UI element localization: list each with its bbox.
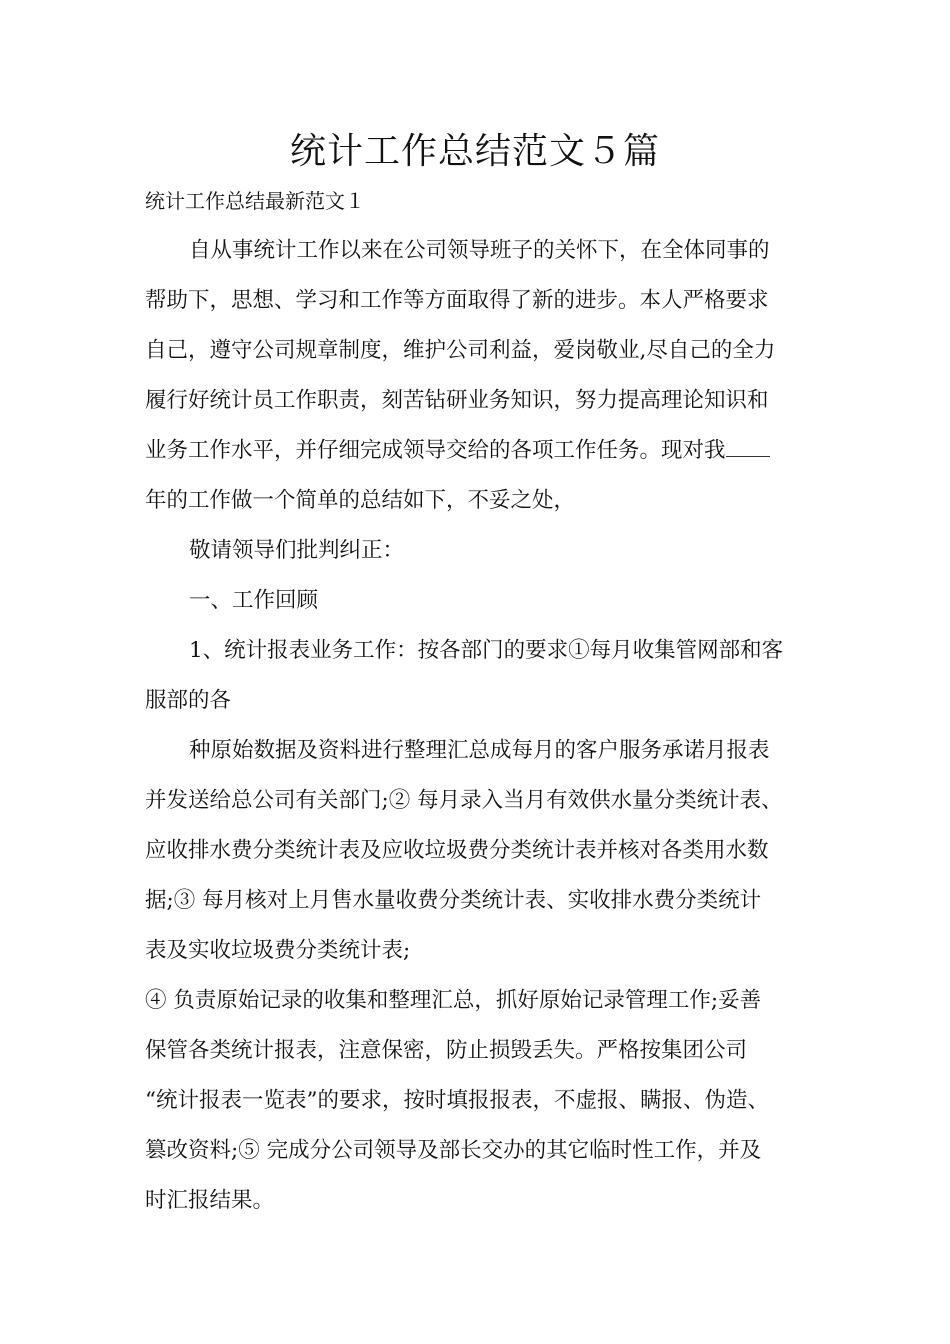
text-line-with-blank (145, 426, 810, 476)
text-line: ④ 负责原始记录的收集和整理汇总，抓好原始记录管理工作;妥善 (145, 988, 762, 1013)
paragraph-intro (145, 226, 810, 526)
heading-line: 一、工作回顾 (189, 588, 319, 613)
text-line: 自己，遵守公司规章制度，维护公司利益，爱岗敬业,尽自己的全力 (145, 338, 776, 363)
text-line: 表及实收垃圾费分类统计表; (145, 938, 411, 963)
text-line: 应收排水费分类统计表及应收垃圾费分类统计表并核对各类用水数 (145, 838, 769, 863)
text-segment: 业务工作水平，并仔细完成领导交给的各项工作任务。现对我 (145, 438, 726, 463)
text-line: 并发送给总公司有关部门;② 每月录入当月有效供水量分类统计表、 (145, 788, 783, 813)
paragraph-request (145, 526, 810, 576)
text-line: 服部的各 (145, 688, 232, 713)
text-line: 帮助下，思想、学习和工作等方面取得了新的进步。本人严格要求 (145, 288, 769, 313)
text-line: 敬请领导们批判纠正： (189, 538, 405, 563)
paragraph-item-1-detail (145, 726, 810, 1226)
text-line: 1、统计报表业务工作：按各部门的要求①每月收集管网部和客 (189, 638, 784, 663)
fill-in-blank (726, 432, 770, 457)
text-line: 据;③ 每月核对上月售水量收费分类统计表、实收排水费分类统计 (145, 888, 762, 913)
text-line: 篡改资料;⑤ 完成分公司领导及部长交办的其它临时性工作，并及 (145, 1138, 762, 1163)
text-line: “统计报表一览表”的要求，按时填报报表，不虚报、瞒报、伪造、 (145, 1088, 769, 1113)
paragraph-item-1 (145, 626, 810, 726)
document-subtitle: 统计工作总结最新范文１ (145, 189, 365, 213)
text-line: 种原始数据及资料进行整理汇总成每月的客户服务承诺月报表 (189, 738, 770, 763)
text-line: 年的工作做一个简单的总结如下，不妥之处， (145, 488, 576, 513)
text-line: 自从事统计工作以来在公司领导班子的关怀下，在全体同事的 (189, 238, 770, 263)
text-line: 履行好统计员工作职责，刻苦钻研业务知识，努力提高理论知识和 (145, 388, 769, 413)
document-title: 统计工作总结范文５篇 (289, 131, 660, 172)
text-line: 时汇报结果。 (145, 1188, 275, 1213)
text-line: 保管各类统计报表，注意保密，防止损毁丢失。严格按集团公司 (145, 1038, 748, 1063)
section-heading (145, 576, 810, 626)
